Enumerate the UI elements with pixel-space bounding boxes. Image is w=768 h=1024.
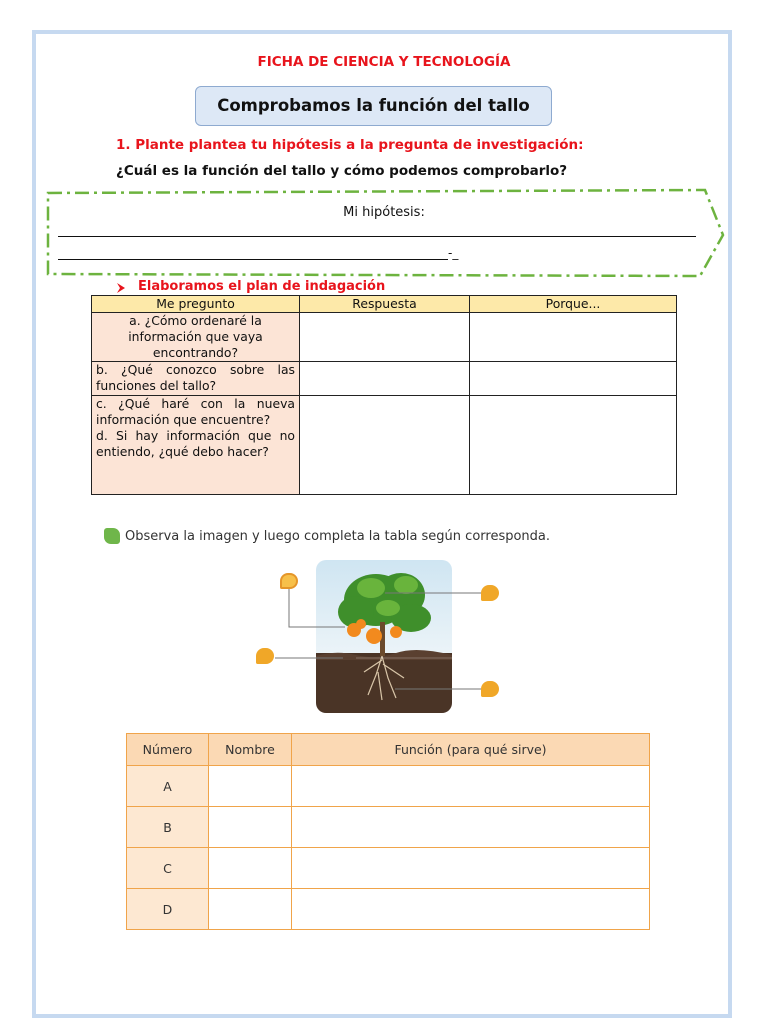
plan-table xyxy=(91,295,677,495)
row-number: B xyxy=(127,807,209,848)
function-cell[interactable] xyxy=(292,766,650,807)
row-number: A xyxy=(127,766,209,807)
function-row xyxy=(127,848,650,889)
hypothesis-frame xyxy=(40,185,730,283)
lesson-title: Comprobamos la función del tallo xyxy=(195,86,552,126)
research-question: ¿Cuál es la función del tallo y cómo podemos comprobarlo? xyxy=(116,163,568,179)
plan-heading: Elaboramos el plan de indagación xyxy=(138,279,386,294)
hypothesis-label: Mi hipótesis: xyxy=(343,205,425,220)
plan-row xyxy=(92,313,677,362)
col-name: Nombre xyxy=(209,734,292,766)
row-number: C xyxy=(127,848,209,889)
plan-question-c: c. ¿Qué haré con la nueva información que encuentre? xyxy=(96,396,295,427)
hypothesis-line-tail: -_ xyxy=(448,246,459,260)
hypothesis-line-1[interactable] xyxy=(58,236,696,237)
hypothesis-line-2[interactable] xyxy=(58,259,448,260)
observe-instruction: Observa la imagen y luego completa la tabla según corresponda. xyxy=(125,529,551,544)
label-tag-c xyxy=(256,648,274,664)
plan-row xyxy=(92,396,677,495)
plan-because-cell[interactable] xyxy=(470,362,677,396)
name-cell[interactable] xyxy=(209,766,292,807)
plan-col-question: Me pregunto xyxy=(92,296,300,313)
name-cell[interactable] xyxy=(209,807,292,848)
name-cell[interactable] xyxy=(209,889,292,930)
plan-question-b: b. ¿Qué conozco sobre las funciones del tallo? xyxy=(92,362,300,396)
plan-answer-cell[interactable] xyxy=(300,313,470,362)
col-function: Función (para qué sirve) xyxy=(292,734,650,766)
function-row xyxy=(127,766,650,807)
name-cell[interactable] xyxy=(209,848,292,889)
function-table xyxy=(126,733,650,930)
function-row xyxy=(127,889,650,930)
function-cell[interactable] xyxy=(292,889,650,930)
arrow-bullet-icon xyxy=(116,282,126,294)
plan-header-row xyxy=(92,296,677,313)
label-tag-d xyxy=(481,681,499,697)
plan-answer-cell[interactable] xyxy=(300,396,470,495)
plan-question-a: a. ¿Cómo ordenaré la información que vaya encontrando? xyxy=(92,313,300,362)
row-number: D xyxy=(127,889,209,930)
plan-because-cell[interactable] xyxy=(470,313,677,362)
plan-col-because: Porque... xyxy=(470,296,677,313)
col-number: Número xyxy=(127,734,209,766)
plan-because-cell[interactable] xyxy=(470,396,677,495)
label-tag-a xyxy=(280,573,298,589)
function-cell[interactable] xyxy=(292,848,650,889)
label-tag-b xyxy=(481,585,499,601)
plan-question-cd xyxy=(92,396,300,495)
function-cell[interactable] xyxy=(292,807,650,848)
function-header-row xyxy=(127,734,650,766)
plan-col-answer: Respuesta xyxy=(300,296,470,313)
sheet-title: FICHA DE CIENCIA Y TECNOLOGÍA xyxy=(257,54,511,70)
plan-row xyxy=(92,362,677,396)
leaf-bullet-icon xyxy=(104,528,120,544)
plan-answer-cell[interactable] xyxy=(300,362,470,396)
function-row xyxy=(127,807,650,848)
plan-question-d: d. Si hay información que no entiendo, ¿qué debo hacer? xyxy=(96,428,295,459)
hypothesis-heading: 1. Plante plantea tu hipótesis a la pregunta de investigación: xyxy=(116,137,584,153)
